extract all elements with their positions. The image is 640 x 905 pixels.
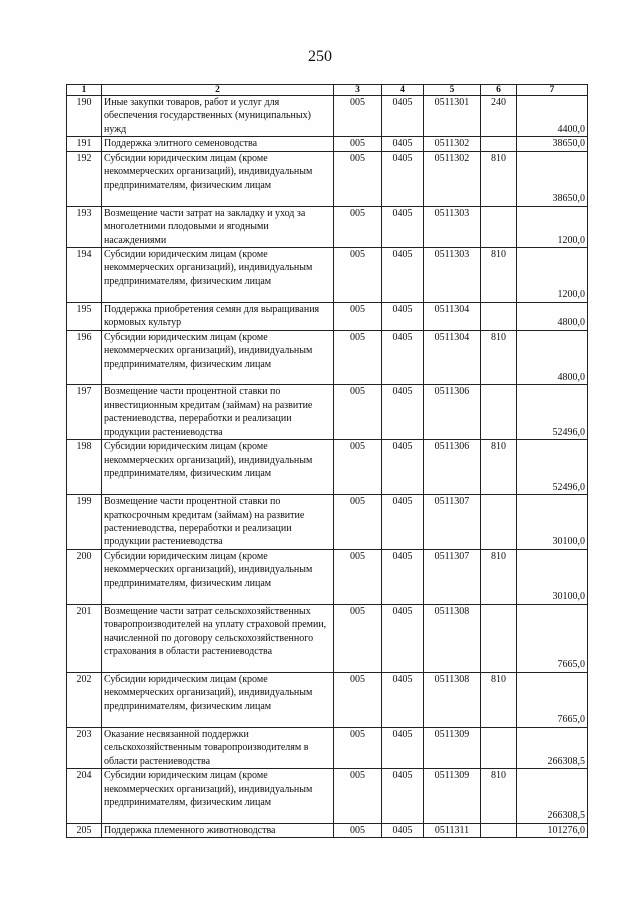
row-number: 192 [67,151,102,206]
amount-value: 1200,0 [517,206,588,247]
ministry-code: 005 [334,137,382,151]
expense-type-code [481,823,517,837]
ministry-code: 005 [334,302,382,330]
column-header: 1 [67,85,102,96]
ministry-code: 005 [334,769,382,824]
target-article-code: 0511302 [424,137,481,151]
amount-value: 52496,0 [517,385,588,440]
ministry-code: 005 [334,727,382,768]
section-code: 0405 [382,495,424,550]
table-row [67,495,588,550]
section-code: 0405 [382,727,424,768]
expense-type-code [481,302,517,330]
table-row [67,96,588,137]
row-number: 193 [67,206,102,247]
expense-type-code: 810 [481,440,517,495]
column-header: 7 [517,85,588,96]
row-number: 203 [67,727,102,768]
row-description: Поддержка приобретения семян для выращивания кормовых культур [102,302,334,330]
target-article-code: 0511307 [424,549,481,604]
ministry-code: 005 [334,549,382,604]
target-article-code: 0511309 [424,769,481,824]
row-description: Оказание несвязанной поддержки сельскохозяйственным товаропроизводителям в области растениеводства [102,727,334,768]
page-number: 250 [308,48,332,65]
table-row [67,137,588,151]
section-code: 0405 [382,330,424,385]
target-article-code: 0511306 [424,440,481,495]
ministry-code: 005 [334,330,382,385]
table-row [67,672,588,727]
target-article-code: 0511303 [424,206,481,247]
expense-type-code: 810 [481,672,517,727]
amount-value: 38650,0 [517,137,588,151]
table-row [67,823,588,837]
ministry-code: 005 [334,672,382,727]
table-row [67,302,588,330]
table-header-row [67,85,588,96]
table-row [67,440,588,495]
ministry-code: 005 [334,604,382,672]
expense-type-code [481,137,517,151]
column-header: 4 [382,85,424,96]
table-row [67,549,588,604]
row-number: 198 [67,440,102,495]
section-code: 0405 [382,137,424,151]
amount-value: 4800,0 [517,330,588,385]
section-code: 0405 [382,96,424,137]
ministry-code: 005 [334,823,382,837]
section-code: 0405 [382,769,424,824]
budget-table [66,84,588,838]
amount-value: 52496,0 [517,440,588,495]
column-header: 3 [334,85,382,96]
expense-type-code: 810 [481,330,517,385]
section-code: 0405 [382,385,424,440]
amount-value: 4400,0 [517,96,588,137]
section-code: 0405 [382,247,424,302]
table-row [67,769,588,824]
section-code: 0405 [382,823,424,837]
expense-type-code [481,206,517,247]
row-number: 200 [67,549,102,604]
expense-type-code: 810 [481,549,517,604]
row-number: 204 [67,769,102,824]
row-description: Субсидии юридическим лицам (кроме некоммерческих организаций), индивидуальным предпринимателям, физическим лицам [102,769,334,824]
row-description: Возмещение части затрат на закладку и уход за многолетними плодовыми и ягодными насаждениями [102,206,334,247]
row-description: Поддержка элитного семеноводства [102,137,334,151]
ministry-code: 005 [334,247,382,302]
section-code: 0405 [382,151,424,206]
table-row [67,206,588,247]
row-description: Субсидии юридическим лицам (кроме некоммерческих организаций), индивидуальным предпринимателям, физическим лицам [102,672,334,727]
row-description: Субсидии юридическим лицам (кроме некоммерческих организаций), индивидуальным предпринимателям, физическим лицам [102,549,334,604]
column-header: 6 [481,85,517,96]
expense-type-code [481,495,517,550]
target-article-code: 0511303 [424,247,481,302]
target-article-code: 0511311 [424,823,481,837]
ministry-code: 005 [334,96,382,137]
amount-value: 266308,5 [517,769,588,824]
row-number: 205 [67,823,102,837]
section-code: 0405 [382,302,424,330]
expense-type-code: 240 [481,96,517,137]
row-description: Возмещение части затрат сельскохозяйственных товаропроизводителей на уплату страховой премии, начисленной по договору сельскохозяйственного страхования в области растениеводства [102,604,334,672]
amount-value: 30100,0 [517,495,588,550]
row-description: Субсидии юридическим лицам (кроме некоммерческих организаций), индивидуальным предпринимателям, физическим лицам [102,247,334,302]
row-number: 190 [67,96,102,137]
row-number: 196 [67,330,102,385]
table-row [67,330,588,385]
expense-type-code: 810 [481,769,517,824]
section-code: 0405 [382,672,424,727]
expense-type-code [481,727,517,768]
amount-value: 101276,0 [517,823,588,837]
amount-value: 7665,0 [517,604,588,672]
amount-value: 4800,0 [517,302,588,330]
row-description: Поддержка племенного животноводства [102,823,334,837]
table-row [67,604,588,672]
table-row [67,727,588,768]
row-description: Иные закупки товаров, работ и услуг для обеспечения государственных (муниципальных) нужд [102,96,334,137]
row-number: 195 [67,302,102,330]
ministry-code: 005 [334,206,382,247]
table-row [67,385,588,440]
expense-type-code: 810 [481,151,517,206]
row-number: 194 [67,247,102,302]
row-description: Субсидии юридическим лицам (кроме некоммерческих организаций), индивидуальным предпринимателям, физическим лицам [102,151,334,206]
target-article-code: 0511304 [424,330,481,385]
ministry-code: 005 [334,385,382,440]
section-code: 0405 [382,604,424,672]
row-number: 199 [67,495,102,550]
expense-type-code [481,385,517,440]
row-description: Субсидии юридическим лицам (кроме некоммерческих организаций), индивидуальным предпринимателям, физическим лицам [102,440,334,495]
row-number: 191 [67,137,102,151]
row-description: Возмещение части процентной ставки по краткосрочным кредитам (займам) на развитие растениеводства, переработки и реализации продукции растениеводства [102,495,334,550]
ministry-code: 005 [334,151,382,206]
amount-value: 1200,0 [517,247,588,302]
target-article-code: 0511301 [424,96,481,137]
table-row [67,151,588,206]
expense-type-code [481,604,517,672]
target-article-code: 0511307 [424,495,481,550]
table-row [67,247,588,302]
target-article-code: 0511308 [424,672,481,727]
amount-value: 7665,0 [517,672,588,727]
amount-value: 38650,0 [517,151,588,206]
ministry-code: 005 [334,440,382,495]
row-number: 201 [67,604,102,672]
amount-value: 266308,5 [517,727,588,768]
expense-type-code: 810 [481,247,517,302]
section-code: 0405 [382,206,424,247]
target-article-code: 0511308 [424,604,481,672]
row-description: Возмещение части процентной ставки по инвестиционным кредитам (займам) на развитие растениеводства, переработки и реализации продукции растениеводства [102,385,334,440]
target-article-code: 0511304 [424,302,481,330]
target-article-code: 0511306 [424,385,481,440]
column-header: 2 [102,85,334,96]
section-code: 0405 [382,440,424,495]
target-article-code: 0511302 [424,151,481,206]
row-number: 202 [67,672,102,727]
amount-value: 30100,0 [517,549,588,604]
row-description: Субсидии юридическим лицам (кроме некоммерческих организаций), индивидуальным предпринимателям, физическим лицам [102,330,334,385]
row-number: 197 [67,385,102,440]
ministry-code: 005 [334,495,382,550]
section-code: 0405 [382,549,424,604]
target-article-code: 0511309 [424,727,481,768]
column-header: 5 [424,85,481,96]
